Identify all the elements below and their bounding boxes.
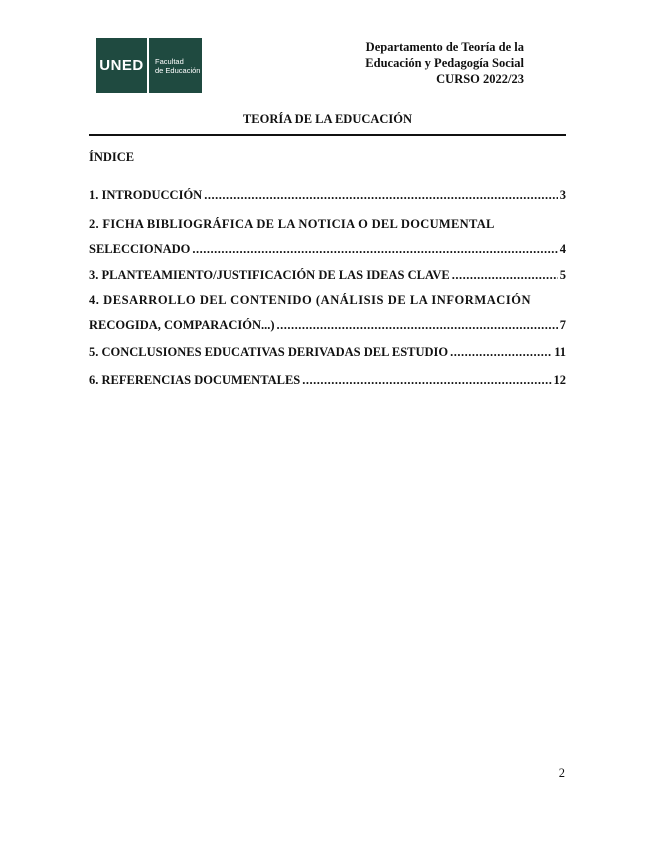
toc-entry-title-line-1: 4. DESARROLLO DEL CONTENIDO (ANÁLISIS DE LA INFORMACIÓN [89,293,532,307]
uned-logo-mark [96,38,147,93]
toc-entry-title: 6. REFERENCIAS DOCUMENTALES [89,373,301,387]
toc-page-number: 4 [559,242,566,256]
toc-page-number: 7 [559,318,566,332]
faculty-label [149,38,202,93]
toc-page-number: 3 [559,188,566,202]
toc-entry-referencias[interactable] [89,371,566,389]
department-line-2: Educación y Pedagogía Social [365,56,524,70]
course-title: TEORÍA DE LA EDUCACIÓN [242,112,413,126]
toc-entry-title-line-2: RECOGIDA, COMPARACIÓN...) [89,318,275,332]
department-header [365,39,524,87]
faculty-line-1: Facultad [155,56,184,66]
toc-leader-dots [450,343,552,361]
toc-leader-dots [204,186,558,204]
toc-entry-introduccion[interactable] [89,186,566,204]
toc-leader-dots [452,266,558,284]
uned-logo-text: UNED [99,57,144,74]
toc-leader-dots [192,240,557,258]
toc-page-number: 12 [553,373,566,387]
course-year: CURSO 2022/23 [436,72,524,86]
toc-leader-dots [277,316,558,334]
toc-entry-title-line-2: SELECCIONADO [89,242,191,256]
toc-entry-planteamiento[interactable] [89,266,566,284]
department-line-1: Departamento de Teoría de la [365,40,524,54]
faculty-line-2: de Educación [155,65,201,75]
toc-entry-title: 5. CONCLUSIONES EDUCATIVAS DERIVADAS DEL ESTUDIO [89,345,449,359]
toc-heading: ÍNDICE [89,150,135,164]
toc-entry-title: 1. INTRODUCCIÓN [89,188,203,202]
toc-leader-dots [302,371,551,389]
toc-entry-conclusiones[interactable] [89,343,566,361]
toc-entry-desarrollo[interactable] [89,291,566,334]
uned-logo [96,38,202,93]
page-number: 2 [558,766,565,780]
toc-page-number: 5 [559,268,566,282]
toc-entry-title-line-1: 2. FICHA BIBLIOGRÁFICA DE LA NOTICIA O DEL DOCUMENTAL [89,217,495,231]
header-divider [89,134,566,136]
toc-entry-title: 3. PLANTEAMIENTO/JUSTIFICACIÓN DE LAS IDEAS CLAVE [89,268,450,282]
toc-page-number: 11 [554,345,566,359]
toc-entry-ficha-bibliografica[interactable] [89,215,566,258]
